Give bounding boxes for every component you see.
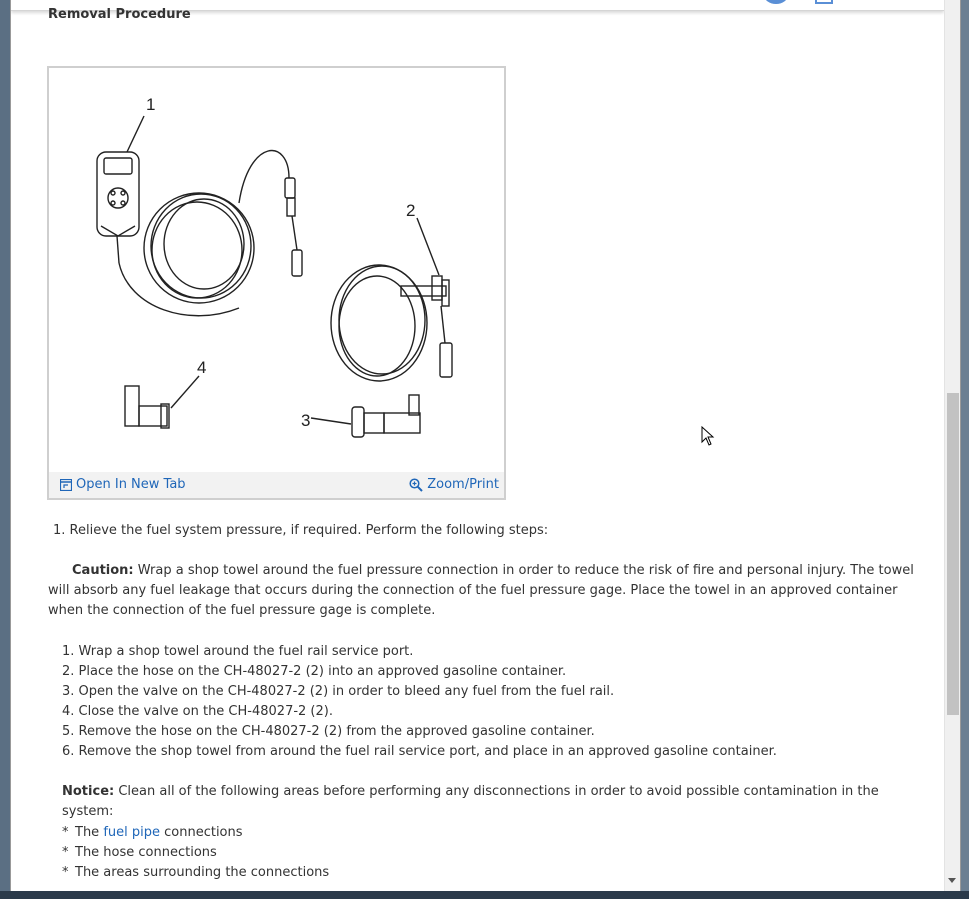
bullet-text: The hose connections bbox=[75, 845, 217, 860]
list-item: 3. Open the valve on the CH-48027-2 (2) in order to bleed any fuel from the fuel rail. bbox=[62, 684, 615, 699]
open-in-new-tab-label: Open In New Tab bbox=[76, 477, 186, 492]
caution-label: Caution: bbox=[72, 563, 134, 578]
notice-paragraph bbox=[62, 782, 928, 822]
substep-list bbox=[62, 642, 777, 762]
scrollbar-thumb[interactable] bbox=[947, 393, 959, 715]
vertical-scrollbar[interactable] bbox=[944, 0, 960, 891]
caution-text: Wrap a shop towel around the fuel pressure connection in order to reduce the risk of fire and personal injury. The towel will absorb any fuel leakage that occurs during the connection of the fuel pressure gage. Place the towel in an approved container when the connection of the fuel pressure gage is complete. bbox=[48, 563, 914, 618]
fuel-pressure-gage-illustration bbox=[49, 68, 504, 472]
bullet-text: connections bbox=[159, 825, 243, 840]
section-title: Removal Procedure bbox=[48, 7, 191, 22]
figure-container bbox=[47, 66, 506, 500]
callout-4: 4 bbox=[197, 358, 207, 377]
list-item bbox=[62, 823, 329, 843]
zoom-icon bbox=[409, 478, 423, 492]
list-item: 2. Place the hose on the CH-48027-2 (2) into an approved gasoline container. bbox=[62, 664, 567, 679]
open-in-new-tab-link[interactable] bbox=[60, 477, 186, 492]
scroll-down-arrow-icon[interactable] bbox=[948, 878, 956, 883]
callout-2: 2 bbox=[406, 201, 416, 220]
figure-toolbar bbox=[49, 472, 504, 498]
notice-text: Clean all of the following areas before performing any disconnections in order to avoid possible contamination in the system: bbox=[62, 784, 879, 819]
callout-1: 1 bbox=[146, 95, 156, 114]
toolbar-circle-icon[interactable] bbox=[764, 0, 788, 4]
list-item: 1. Wrap a shop towel around the fuel rail service port. bbox=[62, 644, 414, 659]
list-item bbox=[62, 863, 329, 883]
bullet-marker: * bbox=[62, 825, 69, 840]
step-1: 1. Relieve the fuel system pressure, if required. Perform the following steps: bbox=[53, 523, 549, 538]
bullet-marker: * bbox=[62, 865, 69, 880]
toolbar-bookmark-icon[interactable] bbox=[815, 0, 833, 4]
bullet-text: The areas surrounding the connections bbox=[75, 865, 330, 880]
bullet-list bbox=[62, 823, 329, 883]
list-item: 5. Remove the hose on the CH-48027-2 (2) from the approved gasoline container. bbox=[62, 724, 595, 739]
list-item bbox=[62, 843, 329, 863]
caution-paragraph bbox=[48, 561, 928, 621]
open-tab-icon bbox=[60, 479, 72, 491]
zoom-print-label: Zoom/Print bbox=[427, 477, 499, 492]
callout-3: 3 bbox=[301, 411, 311, 430]
bullet-marker: * bbox=[62, 845, 69, 860]
document-window bbox=[10, 0, 961, 891]
notice-label: Notice: bbox=[62, 784, 115, 799]
list-item: 6. Remove the shop towel from around the fuel rail service port, and place in an approved gasoline container. bbox=[62, 744, 777, 759]
list-item: 4. Close the valve on the CH-48027-2 (2). bbox=[62, 704, 333, 719]
mouse-cursor-icon bbox=[701, 426, 715, 446]
bullet-text: The bbox=[75, 825, 104, 840]
window-bottom-edge bbox=[0, 891, 969, 899]
fuel-pipe-link[interactable]: fuel pipe bbox=[103, 825, 160, 840]
zoom-print-link[interactable] bbox=[409, 477, 499, 492]
